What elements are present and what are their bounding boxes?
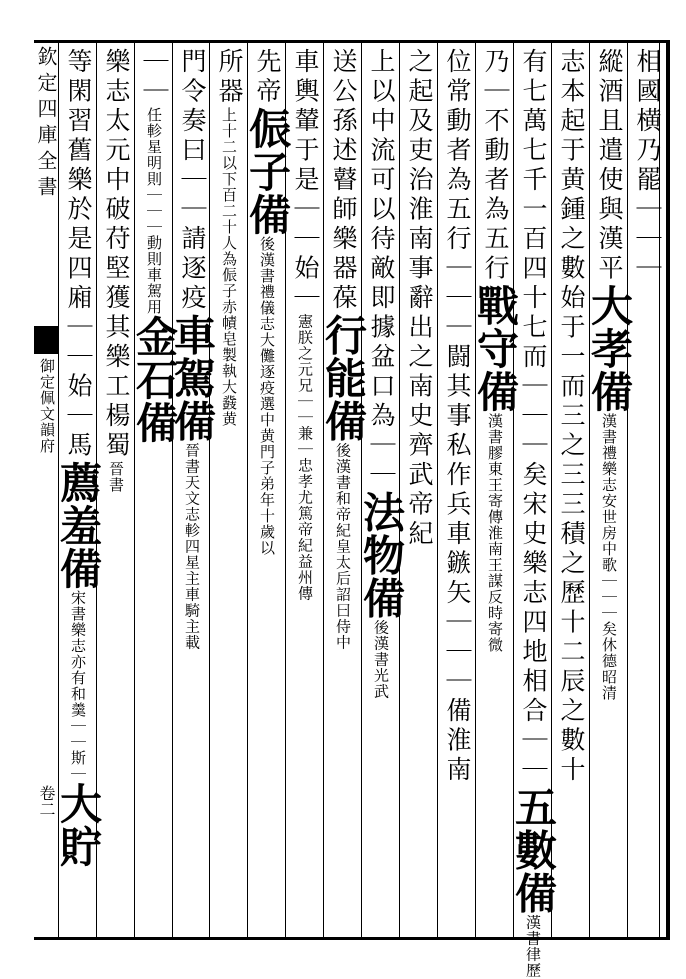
annotation-text: 後漢書光武 [372, 619, 390, 700]
book-subtitle: 御定佩文韻府 [38, 358, 56, 454]
column-rule [589, 40, 590, 940]
column-rule [475, 40, 476, 940]
fish-tail-mark [34, 326, 58, 354]
annotation-text: 漢書律歷 [524, 914, 542, 979]
text-column-15 [98, 48, 134, 932]
column-text: 位常動者為五行｜｜｜闘其事私作兵車鏃矢｜｜｜備淮南 [443, 48, 472, 786]
text-column-9 [319, 48, 368, 932]
entry-heading: 薦羞備 [54, 461, 103, 590]
column-text: 有七萬七千一百四十七而｜｜｜矣宋史樂志四地相合｜｜ [519, 48, 548, 786]
annotation-text: 晉書天文志軫四星主車騎主載 [183, 442, 201, 651]
text-column-14 [130, 48, 179, 932]
column-text: ｜｜ [140, 48, 169, 107]
entry-heading: 法物備 [357, 490, 406, 620]
entry-heading: 金石備 [130, 315, 179, 444]
text-column-6 [439, 48, 475, 932]
text-column-5 [471, 48, 520, 932]
annotation-text: 宋書樂志亦有和羹｜｜斯｜ [69, 590, 87, 782]
page-number: 卷二 [37, 785, 56, 817]
text-column-11 [243, 48, 292, 932]
text-column-4 [509, 48, 558, 979]
column-text: 之起及吏治淮南事辭出之南史齊武帝紀 [405, 48, 434, 550]
annotation-text: 漢書膠東王寄傳淮南王謀反時寄微 [486, 413, 504, 653]
column-text: 所器 [215, 48, 244, 107]
entry-heading: 車駕備 [168, 313, 217, 443]
entry-heading: 侲子備 [243, 107, 292, 236]
column-rule [627, 40, 628, 940]
column-rule [323, 40, 324, 940]
entry-heading: 大孝備 [585, 284, 634, 413]
text-column-13 [168, 48, 217, 932]
column-text: 等閑習舊樂於是四廂｜｜始｜馬 [64, 48, 93, 461]
annotation-text: 上十二以下百二十人為侲子赤幘皂製執大鼗黄 [220, 107, 238, 427]
text-column-1 [629, 48, 665, 932]
book-title: 欽定四庫全書 [34, 46, 58, 202]
text-column-2 [585, 48, 634, 932]
column-text: 先帝 [253, 48, 282, 107]
annotation-text: 後漢書和帝紀皇太后詔曰侍中 [334, 442, 352, 651]
column-text: 相國横乃罷｜｜｜ [633, 48, 662, 284]
column-rule [437, 40, 438, 940]
entry-heading: 戰守備 [471, 284, 520, 413]
annotation-text: 憲朕之元兄｜｜兼｜忠孝尤篤帝紀益州傳 [296, 313, 314, 602]
annotation-text: 任軫星明則｜｜｜動則車駕用 [145, 107, 163, 315]
text-column-10 [287, 48, 323, 932]
text-column-7 [401, 48, 437, 932]
annotation-text: 漢書禮樂志安世房中歌｜｜｜矣休德昭清 [600, 413, 618, 701]
entry-heading: 大貯 [54, 782, 103, 868]
text-column-8 [357, 48, 406, 932]
entry-heading: 行能備 [319, 313, 368, 443]
column-rule [134, 40, 135, 940]
text-column-3 [553, 48, 589, 932]
text-column-12 [211, 48, 247, 932]
column-text: 送公孫述瞽師樂器葆 [329, 48, 358, 314]
entry-heading: 五數備 [509, 785, 558, 915]
column-text: 乃｜不動者為五行 [481, 48, 510, 284]
column-text: 樂志太元中破苻堅獲其樂工楊蜀 [102, 48, 131, 461]
column-text: 車輿輦于是｜｜始｜ [291, 48, 320, 314]
column-text: 縱酒且遣使與漢平 [595, 48, 624, 284]
annotation-text: 晉書 [107, 461, 125, 493]
column-text: 上以中流可以待敵即據盆口為｜｜ [367, 48, 396, 491]
column-rule [172, 40, 173, 940]
annotation-text: 後漢書禮儀志大儺逐疫選中黄門子弟年十歲以 [258, 236, 276, 556]
column-text: 門令奏曰｜｜請逐疫 [178, 48, 207, 314]
text-column-16 [54, 48, 103, 932]
column-text: 志本起于黄鍾之數始于一而三之三三積之歷十二辰之數十 [557, 48, 586, 786]
